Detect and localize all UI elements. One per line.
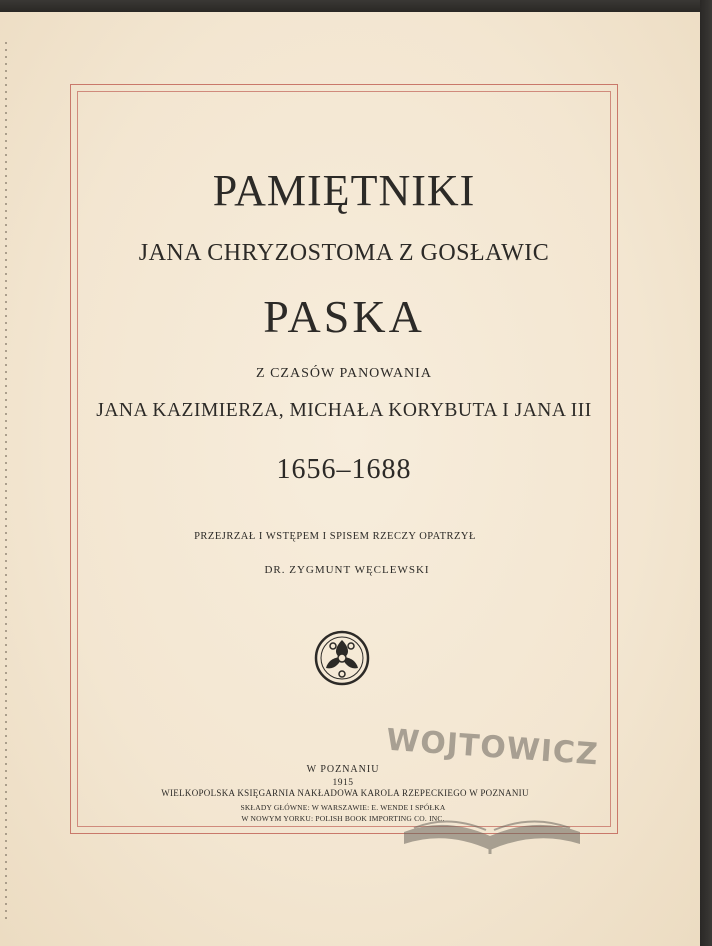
book-cover-edge-right	[700, 0, 712, 946]
imprint-distribution-warsaw: SKŁADY GŁÓWNE: W WARSZAWIE: E. WENDE I SPÓŁKA	[240, 803, 446, 812]
library-stamp	[385, 720, 600, 870]
imprint-place: W POZNANIU	[306, 764, 380, 775]
title-author-name: JANA CHRYZOSTOMA Z GOSŁAWIC	[138, 240, 550, 266]
imprint-distribution-newyork: W NOWYM YORKU: POLISH BOOK IMPORTING CO. INC.	[241, 814, 445, 823]
editor-name: DR. ZYGMUNT WĘCLEWSKI	[264, 564, 430, 576]
imprint-year: 1915	[332, 778, 354, 788]
title-main: PAMIĘTNIKI	[212, 166, 476, 215]
imprint-publisher: WIELKOPOLSKA KSIĘGARNIA NAKŁADOWA KAROLA RZEPECKIEGO W POZNANIU	[161, 788, 529, 798]
title-author-surname: PASKA	[263, 291, 425, 342]
date-range: 1656–1688	[276, 454, 412, 485]
subtitle-kings: JANA KAZIMIERZA, MICHAŁA KORYBUTA I JANA III	[96, 400, 592, 421]
subtitle-reign: Z CZASÓW PANOWANIA	[256, 366, 432, 381]
stamp-text: WOJTOWICZ	[385, 722, 600, 773]
editor-credit: PRZEJRZAŁ I WSTĘPEM I SPISEM RZECZY OPATRZYŁ	[194, 531, 476, 542]
binding-stitches	[5, 42, 7, 922]
printer-ornament-icon	[312, 628, 372, 688]
